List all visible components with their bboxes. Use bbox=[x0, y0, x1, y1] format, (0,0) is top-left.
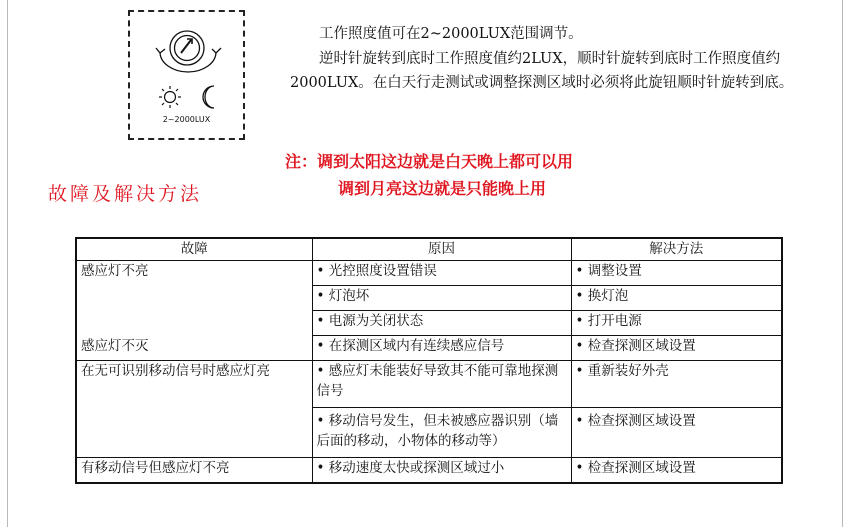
table-row bbox=[76, 408, 782, 458]
solution-cell: • 检查探测区域设置 bbox=[571, 336, 782, 361]
cause-cell: • 在探测区域内有连续感应信号 bbox=[312, 336, 571, 361]
solution-cell: • 检查探测区域设置 bbox=[571, 408, 782, 458]
cause-cell: • 灯泡坏 bbox=[312, 286, 571, 311]
solution-cell: • 重新装好外壳 bbox=[571, 361, 782, 408]
red-note bbox=[285, 148, 805, 202]
solution-cell: • 打开电源 bbox=[571, 311, 782, 336]
cause-cell: • 光控照度设置错误 bbox=[312, 261, 571, 286]
note-line-2: 调到月亮这边就是只能晚上用 bbox=[338, 179, 547, 198]
section-title: 故障及解决方法 bbox=[48, 183, 203, 205]
cause-cell: • 电源为关闭状态 bbox=[312, 311, 571, 336]
table-row bbox=[76, 336, 782, 361]
table-header-row bbox=[76, 238, 782, 261]
cause-cell: • 感应灯未能装好导致其不能可靠地探测信号 bbox=[312, 361, 571, 408]
table-row bbox=[76, 458, 782, 484]
table-row bbox=[76, 286, 782, 311]
adjustment-description bbox=[290, 22, 815, 96]
fault-cell: 有移动信号但感应灯不亮 bbox=[76, 458, 312, 484]
cause-cell: • 移动速度太快或探测区域过小 bbox=[312, 458, 571, 484]
solution-cell: • 检查探测区域设置 bbox=[571, 458, 782, 484]
knob-illustration bbox=[128, 10, 245, 140]
header-cause: 原因 bbox=[312, 238, 571, 261]
cause-cell: • 移动信号发生，但未被感应器识别（墙后面的移动，小物体的移动等） bbox=[312, 408, 571, 458]
header-solution: 解决方法 bbox=[571, 238, 782, 261]
page-frame-left bbox=[7, 0, 8, 527]
fault-cell bbox=[76, 311, 312, 336]
fault-cell: 在无可识别移动信号时感应灯亮 bbox=[76, 361, 312, 408]
rotate-arrow-icon bbox=[156, 31, 221, 72]
fault-cell bbox=[76, 286, 312, 311]
fault-cell bbox=[76, 408, 312, 458]
description-line-1: 工作照度值可在2~2000LUX范围调节。 bbox=[319, 26, 583, 42]
page-frame-right bbox=[842, 0, 843, 527]
solution-cell: • 换灯泡 bbox=[571, 286, 782, 311]
description-line-2: 逆时针旋转到底时工作照度值约2LUX，顺时针旋转到底时工作照度值约2000LUX。在白天行走测试或调整探测区域时必须将此旋钮顺时针旋转到底。 bbox=[290, 50, 794, 91]
table-row bbox=[76, 261, 782, 286]
header-fault: 故障 bbox=[76, 238, 312, 261]
table-row bbox=[76, 311, 782, 336]
solution-cell: • 调整设置 bbox=[571, 261, 782, 286]
note-line-1: 注：调到太阳这边就是白天晚上都可以用 bbox=[285, 152, 574, 171]
table-row bbox=[76, 361, 782, 408]
knob-range-label: 2~2000LUX bbox=[162, 115, 211, 124]
fault-cell: 感应灯不灭 bbox=[76, 336, 312, 361]
sun-icon bbox=[159, 86, 181, 108]
moon-icon bbox=[203, 86, 214, 108]
fault-cell: 感应灯不亮 bbox=[76, 261, 312, 286]
troubleshooting-table bbox=[75, 237, 783, 484]
